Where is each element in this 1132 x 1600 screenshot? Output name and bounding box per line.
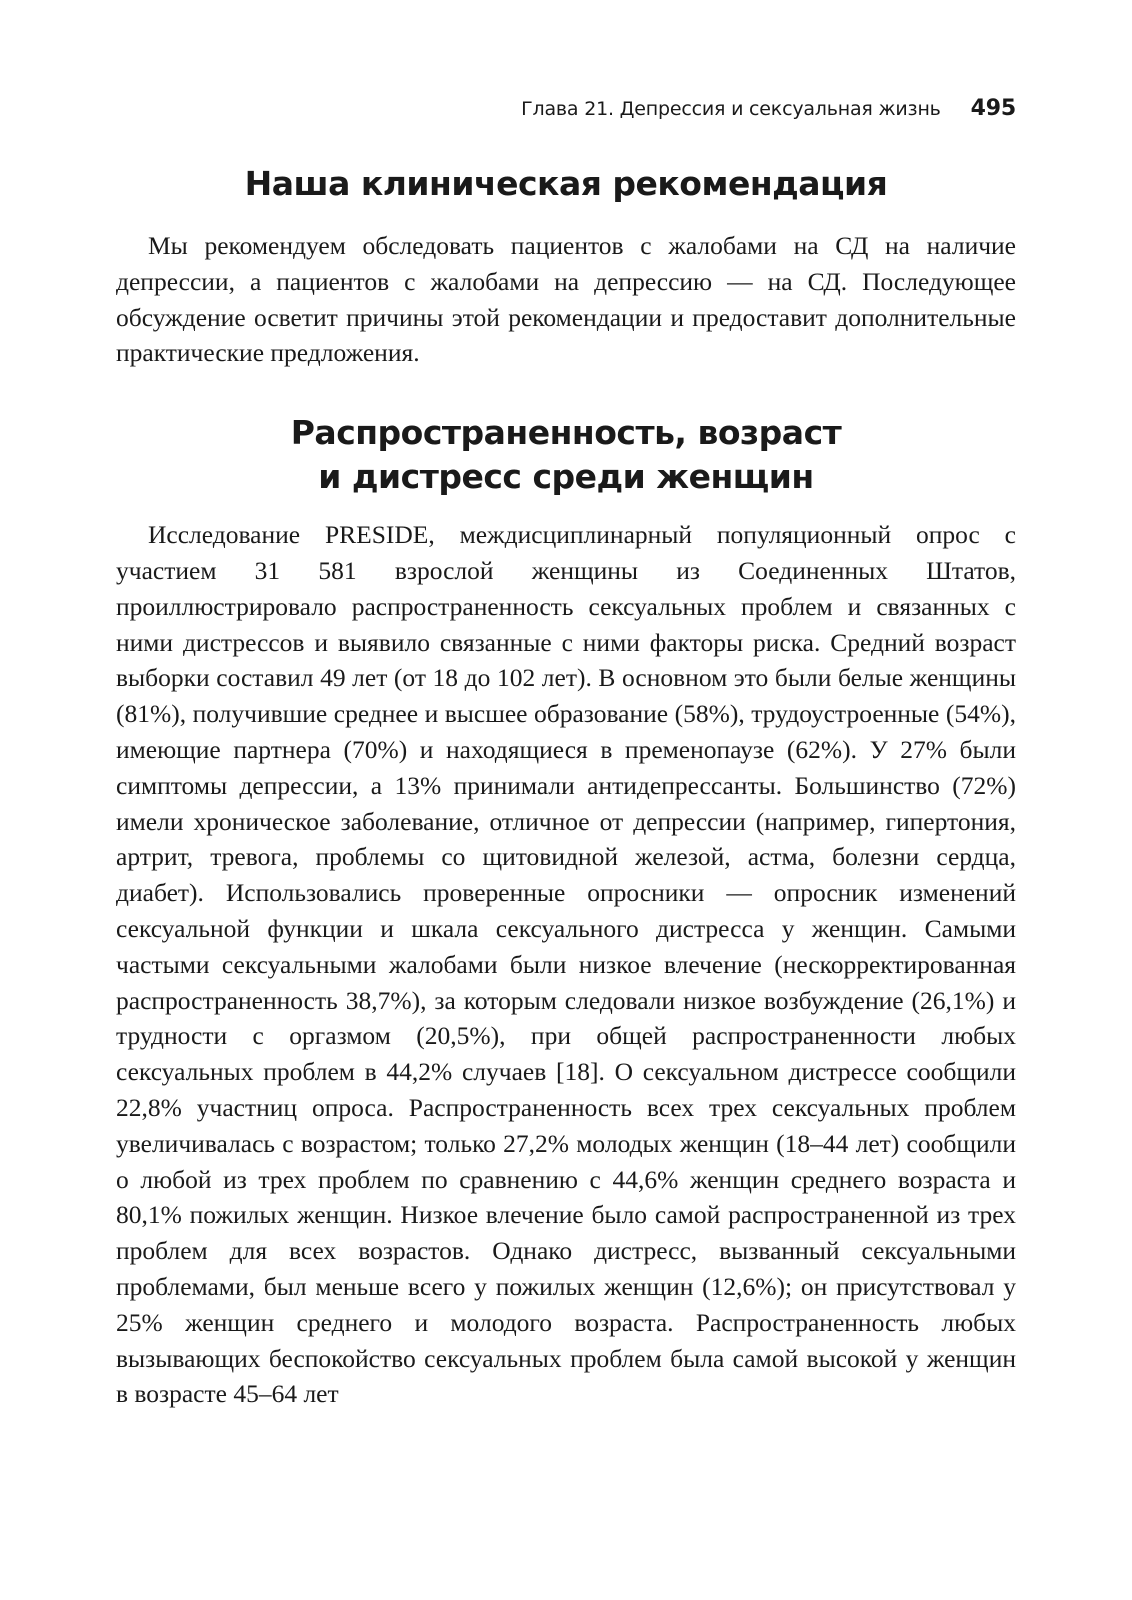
section-heading-prevalence-line2: и дистресс среди женщин: [318, 457, 814, 497]
section-heading-prevalence-line1: Распространенность, возраст: [290, 413, 842, 453]
book-page: [116, 96, 1016, 1412]
chapter-title: Глава 21. Депрессия и сексуальная жизнь: [521, 98, 941, 120]
page-number: 495: [970, 96, 1016, 121]
section-heading-prevalence: [116, 411, 1016, 499]
running-header: [116, 96, 1016, 136]
paragraph-preside-study: Исследование PRESIDE, междисциплинарный популяционный опрос с участием 31 581 взрослой женщины из Соединенных Штатов, проиллюстрировало распространенность сексуальных проблем и связанных с ними дистрессов и выявило связанные с ними факторы риска. Средний возраст выборки составил 49 лет (от 18 до 102 лет). В основном это были белые женщины (81%), получившие среднее и высшее образование (58%), трудоустроенные (54%), имеющие партнера (70%) и находящиеся в пременопаузе (62%). У 27% были симптомы депрессии, а 13% принимали антидепрессанты. Большинство (72%) имели хроническое заболевание, отличное от депрессии (например, гипертония, артрит, тревога, проблемы со щитовидной железой, астма, болезни сердца, диабет). Использовались проверенные опросники — опросник изменений сексуальной функции и шкала сексуального дистресса у женщин. Самыми частыми сексуальными жалобами были низкое влечение (нескорректированная распространенность 38,7%), за которым следовали низкое возбуждение (26,1%) и трудности с оргазмом (20,5%), при общей распространенности любых сексуальных проблем в 44,2% случаев [18]. О сексуальном дистрессе сообщили 22,8% участниц опроса. Распространенность всех трех сексуальных проблем увеличивалась с возрастом; только 27,2% молодых женщин (18–44 лет) сообщили о любой из трех проблем по сравнению с 44,6% женщин среднего возраста и 80,1% пожилых женщин. Низкое влечение было самой распространенной из трех проблем для всех возрастов. Однако дистресс, вызванный сексуальными проблемами, был меньше всего у пожилых женщин (12,6%); он присутствовал у 25% женщин среднего и молодого возраста. Распространенность любых вызывающих беспокойство сексуальных проблем была самой высокой у женщин в возрасте 45–64 лет: [116, 520, 1016, 1409]
section-heading-recommendation: Наша клиническая рекомендация: [244, 164, 888, 203]
paragraph-recommendation: Мы рекомендуем обследовать пациентов с жалобами на СД на наличие депрессии, а пациентов с жалобами на депрессию — на СД. Последующее обсуждение осветит причины этой рекомендации и предоставит дополнительные практические предложения.: [116, 231, 1016, 368]
